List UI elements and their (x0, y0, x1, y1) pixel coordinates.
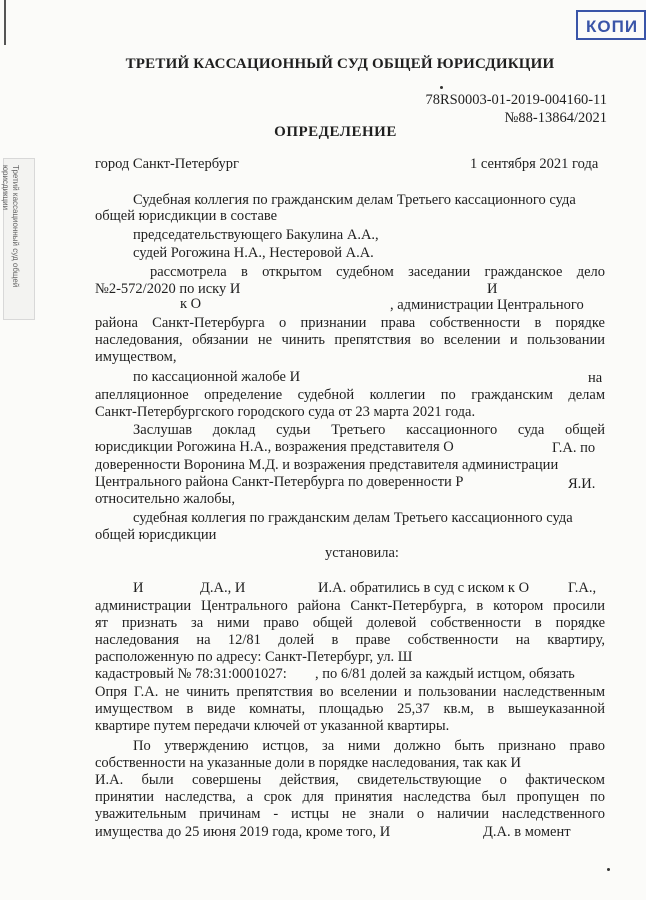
text-line: принятии наследства, а срок для принятия наследства был пропущен по (95, 789, 605, 805)
side-label-text (0, 165, 20, 287)
case-uid: 78RS0003-01-2019-004160-11 (425, 92, 607, 108)
text-line: апелляционное определение судебной коллегии по гражданским делам (95, 387, 605, 403)
document-title: ОПРЕДЕЛЕНИЕ (274, 124, 397, 140)
text-line: Г.А., (568, 580, 597, 596)
city: город Санкт-Петербург (95, 156, 240, 172)
text-line: председательствующего Бакулина А.А., (133, 227, 379, 243)
text-line: общей юрисдикции в составе (95, 208, 278, 224)
text-line: По утверждению истцов, за ними должно быть признано право (133, 738, 605, 754)
text-line: И.А. обратились в суд с иском к О (318, 580, 530, 596)
text-line: на (588, 370, 603, 386)
text-line: Д.А. в момент (483, 824, 571, 840)
text-line: Центрального района Санкт-Петербурга по доверенности Р (95, 474, 464, 490)
text-line: района Санкт-Петербурга о признании права собственности в порядке (95, 315, 605, 331)
text-line: рассмотрела в открытом судебном заседании гражданское дело (150, 264, 605, 280)
text-line: И (487, 281, 498, 297)
text-line: И (133, 580, 144, 596)
text-line: ят признать за ними право общей долевой собственности в порядке (95, 615, 605, 631)
text-line: Я.И. (568, 476, 596, 492)
scan-dot (440, 86, 443, 89)
text-line: по кассационной жалобе И (133, 369, 301, 385)
text-line: к О (180, 296, 202, 312)
text-line: относительно жалобы, (95, 491, 236, 507)
text-line: судей Рогожина Н.А., Нестеровой А.А. (133, 245, 374, 261)
text-line: расположенную по адресу: Санкт-Петербург, ул. Ш (95, 649, 413, 665)
text-line: доверенности Воронина М.Д. и возражения представителя администрации (95, 457, 559, 473)
text-line: имуществом, (95, 349, 177, 365)
text-line: И.А. были совершены действия, свидетельствующие о фактическом (95, 772, 605, 788)
text-line: №2-572/2020 по иску И (95, 281, 241, 297)
date: 1 сентября 2021 года (470, 156, 599, 172)
text-line: кадастровый № 78:31:0001027: (95, 666, 287, 682)
text-line: квартире путем передачи ключей от указанной квартиры. (95, 718, 450, 734)
text-line: Заслушав доклад судьи Третьего кассационного суда общей (133, 422, 605, 438)
text-line: имуществом в виде комнаты, площадью 25,37 кв.м, в вышеуказанной (95, 701, 605, 717)
text-line: уважительным причинам - истцы не знали о наличии наследственного (95, 806, 605, 822)
case-number: №88-13864/2021 (504, 110, 607, 126)
text-line: наследования, обязании не чинить препятствия во вселении и пользовании (95, 332, 605, 348)
text-line: юрисдикции Рогожина Н.А., возражения представителя О (95, 439, 454, 455)
text-line: собственности на указанные доли в порядке наследования, так как И (95, 755, 522, 771)
text-line: общей юрисдикции (95, 527, 217, 543)
court-name: ТРЕТИЙ КАССАЦИОННЫЙ СУД ОБЩЕЙ ЮРИСДИКЦИИ (125, 56, 555, 72)
court-side-label (3, 158, 35, 320)
section-heading: установила: (325, 545, 399, 561)
copy-stamp: КОПИ (576, 10, 646, 40)
text-line: имущества до 25 июня 2019 года, кроме того, И (95, 824, 391, 840)
text-line: наследования на 12/81 долей в праве собственности на квартиру, (95, 632, 605, 648)
text-line: , по 6/81 долей за каждый истцом, обязать (315, 666, 575, 682)
text-line: судебная коллегия по гражданским делам Третьего кассационного суда (133, 510, 573, 526)
text-line: Санкт-Петербургского городского суда от 23 марта 2021 года. (95, 404, 476, 420)
side-label-line-2: юрисдикции (1, 165, 10, 211)
side-label-line-1: Третий кассационный суд общей (11, 165, 20, 288)
scan-dot (607, 868, 610, 871)
text-line: администрации Центрального района Санкт-Петербурга, в котором просили (95, 598, 605, 614)
text-line: , администрации Центрального (390, 297, 584, 313)
text-line: Д.А., И (200, 580, 246, 596)
text-line: Опря Г.А. не чинить препятствия во вселении и пользовании наследственным (95, 684, 605, 700)
scan-edge-mark (4, 0, 6, 45)
text-line: Г.А. по (552, 440, 596, 456)
text-line: Судебная коллегия по гражданским делам Третьего кассационного суда (133, 192, 576, 208)
